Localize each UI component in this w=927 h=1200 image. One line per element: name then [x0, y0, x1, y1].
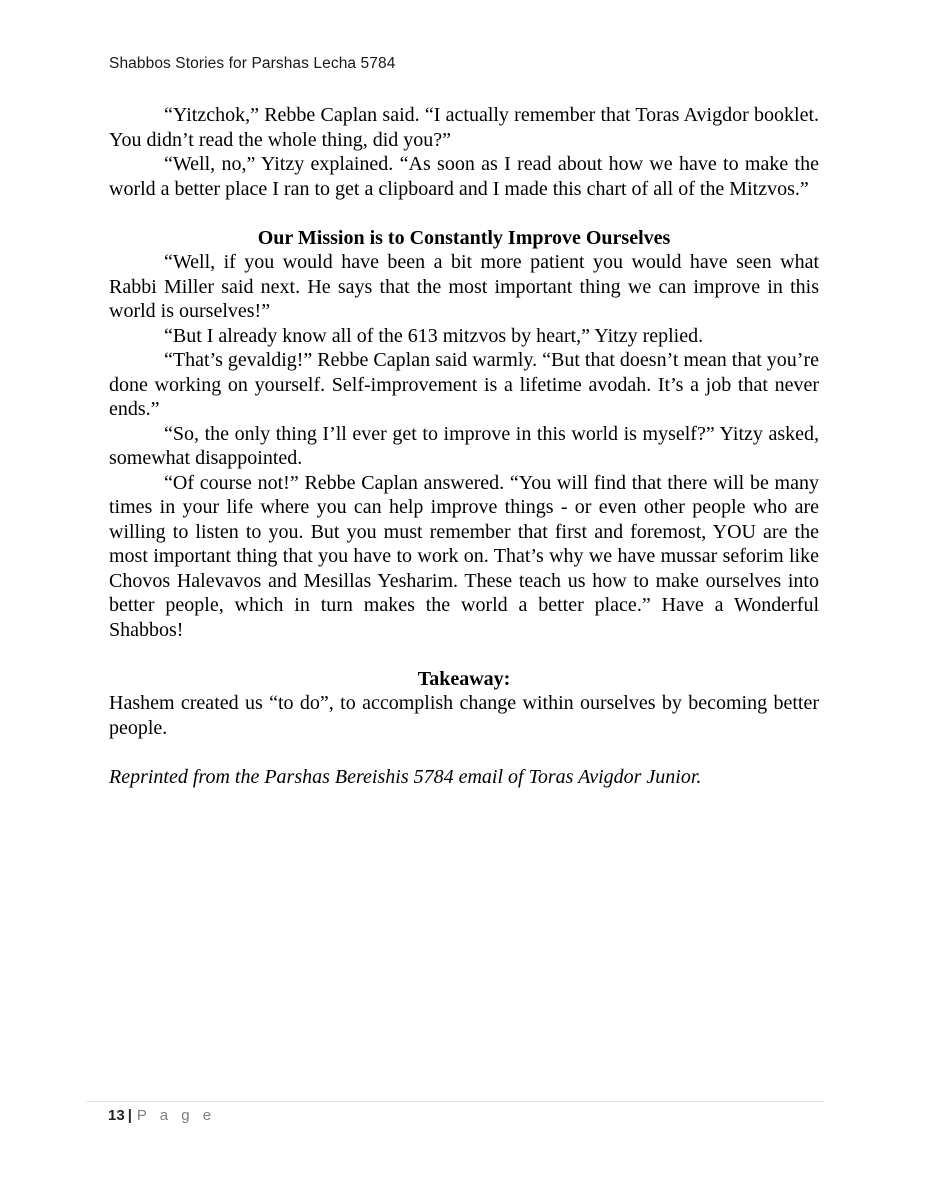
document-header — [109, 55, 395, 73]
paragraph: “Of course not!” Rebbe Caplan answered. “You will find that there will be many times in your life where you can help improve things - or even other people who are willing to listen to you. But you must remember that first and foremost, YOU are the most important thing that you have to work on. That’s why we have mussar seforim like Chovos Halevavos and Mesillas Yesharim. These teach us how to make ourselves into better people, which in turn makes the world a better place.” Have a Wonderful Shabbos! — [109, 471, 819, 641]
section-heading-mission: Our Mission is to Constantly Improve Ourselves — [257, 226, 671, 249]
paragraph: “Well, no,” Yitzy explained. “As soon as I read about how we have to make the world a better place I ran to get a clipboard and I made this chart of all of the Mitzvos.” — [109, 153, 819, 200]
document-header-title: Shabbos Stories for Parshas Lecha 5784 — [109, 55, 396, 72]
paragraph: “But I already know all of the 613 mitzvos by heart,” Yitzy replied. — [164, 324, 704, 347]
footer-divider: | — [127, 1107, 132, 1124]
reprint-note: Reprinted from the Parshas Bereishis 5784 email of Toras Avigdor Junior. — [109, 765, 702, 788]
paragraph: Hashem created us “to do”, to accomplish change within ourselves by becoming better people. — [109, 692, 819, 739]
footer-text — [86, 1102, 824, 1124]
page-footer — [86, 1101, 824, 1124]
footer-page-label: P a g e — [136, 1107, 216, 1124]
page-number: 13 — [108, 1107, 125, 1124]
paragraph: “So, the only thing I’ll ever get to improve in this world is myself?” Yitzy asked, somewhat disappointed. — [109, 422, 819, 469]
paragraph: “Yitzchok,” Rebbe Caplan said. “I actually remember that Toras Avigdor booklet. You didn’t read the whole thing, did you?” — [109, 104, 819, 151]
paragraph: “Well, if you would have been a bit more patient you would have seen what Rabbi Miller said next. He says that the most important thing we can improve in this world is ourselves!” — [109, 251, 819, 322]
paragraph: “That’s gevaldig!” Rebbe Caplan said warmly. “But that doesn’t mean that you’re done working on yourself. Self-improvement is a lifetime avodah. It’s a job that never ends.” — [109, 349, 819, 420]
document-body — [109, 103, 819, 789]
section-heading-takeaway: Takeaway: — [417, 667, 511, 690]
